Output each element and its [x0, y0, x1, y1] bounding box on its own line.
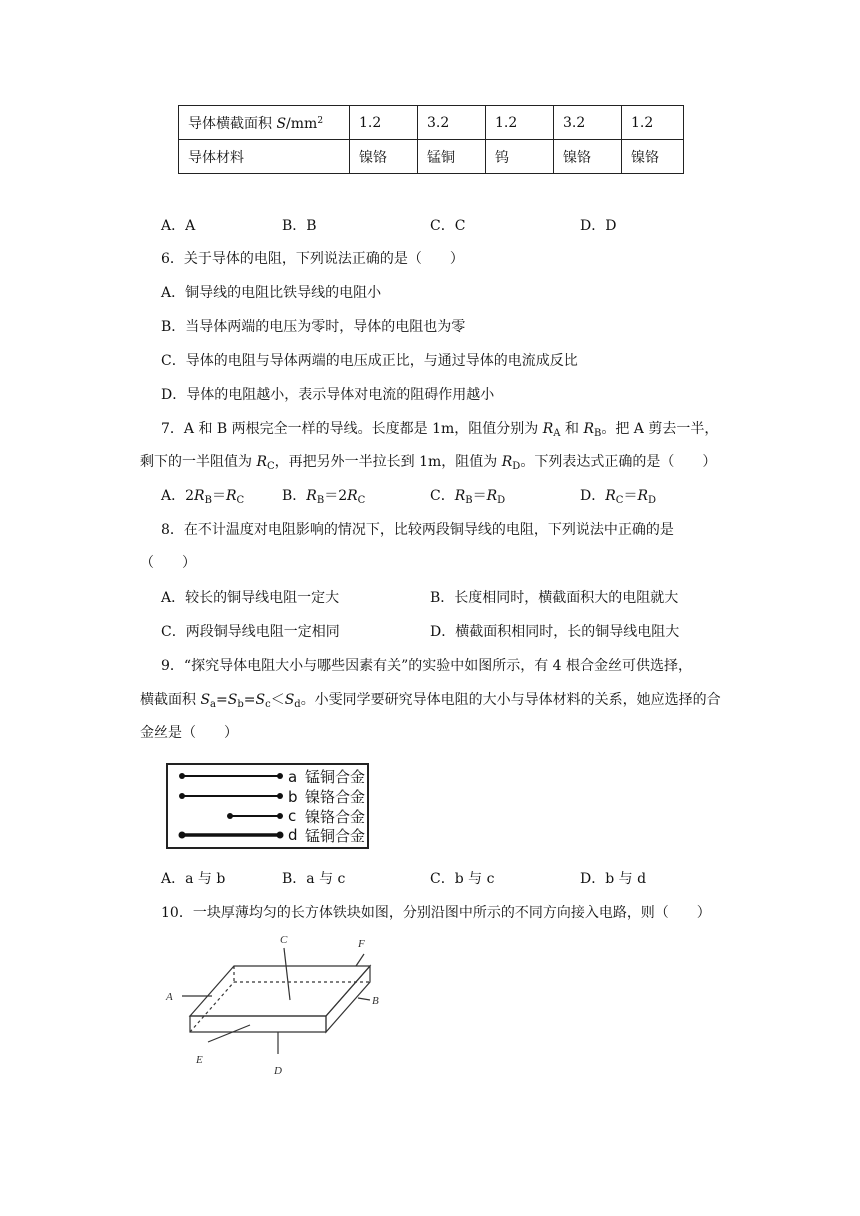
table-row-label: 导体材料 [179, 140, 350, 174]
conductor-table [178, 105, 684, 174]
q6-option-a[interactable]: A．铜导线的电阻比铁导线的电阻小 [161, 285, 382, 301]
q7-option-b[interactable]: B．$R_B=2R_C$ [282, 488, 366, 506]
iron-block-figure [160, 930, 400, 1080]
alloy-wire-figure [166, 763, 369, 849]
q6-option-b[interactable]: B．当导体两端的电压为零时，导体的电阻也为零 [161, 319, 466, 335]
wire-b-letter: b [288, 788, 298, 806]
q7-stem-line1: 7．A 和 B 两根完全一样的导线。长度都是 1m，阻值分别为 $R_A$ 和 $R_B$。把 A 剪去一半， [161, 421, 719, 439]
q5-option-d[interactable]: D．D [580, 218, 617, 234]
table-row [179, 106, 684, 140]
q7-stem-line2: 剩下的一半阻值为 $R_C$，再把另外一半拉长到 1m，阻值为 $R_D$。下列表达式正确的是（ ） [140, 454, 717, 472]
q7-option-d[interactable]: D．$R_C=R_D$ [580, 488, 657, 506]
q8-option-c[interactable]: C．两段铜导线电阻一定相同 [161, 624, 340, 640]
figure-label-a: A [166, 991, 173, 1003]
table-cell: 1.2 [350, 106, 418, 140]
table-cell: 1.2 [622, 106, 684, 140]
q5-option-b[interactable]: B．B [282, 218, 317, 234]
q9-option-c[interactable]: C．b 与 c [430, 871, 495, 887]
q8-stem-line1: 8．在不计温度对电阻影响的情况下，比较两段铜导线的电阻，下列说法中正确的是 [161, 522, 674, 538]
q9-stem-line2: 横截面积 $S_a=S_b=S_c<S_d$。小雯同学要研究导体电阻的大小与导体材料的关系，她应选择的合 [140, 692, 721, 710]
q8-option-b[interactable]: B．长度相同时，横截面积大的电阻就大 [430, 590, 679, 606]
q9-stem-line1: 9．“探究导体电阻大小与哪些因素有关”的实验中如图所示，有 4 根合金丝可供选择， [161, 658, 693, 674]
table-cell: 镍铬 [350, 140, 418, 174]
q10-stem: 10．一块厚薄均匀的长方体铁块如图，分别沿图中所示的不同方向接入电路，则（ ） [161, 905, 711, 921]
wire-c-letter: c [288, 807, 297, 825]
wire-d-letter: d [288, 826, 298, 844]
q6-option-c[interactable]: C．导体的电阻与导体两端的电压成正比，与通过导体的电流成反比 [161, 353, 578, 369]
q9-option-d[interactable]: D．b 与 d [580, 871, 647, 887]
wire-c-material: 镍铬合金 [305, 808, 366, 826]
q8-stem-line2: （ ） [140, 555, 196, 571]
figure-label-d: D [274, 1065, 282, 1077]
table-cell: 1.2 [486, 106, 554, 140]
q7-option-c[interactable]: C．$R_B=R_D$ [430, 488, 506, 506]
table-cell: 3.2 [418, 106, 486, 140]
q9-stem-line3: 金丝是（ ） [140, 725, 238, 741]
table-cell: 镍铬 [554, 140, 622, 174]
table-cell: 镍铬 [622, 140, 684, 174]
figure-label-e: E [196, 1054, 203, 1066]
wire-a-material: 锰铜合金 [305, 768, 366, 786]
figure-label-b: B [372, 995, 379, 1007]
table-cell: 锰铜 [418, 140, 486, 174]
figure-label-c: C [280, 934, 288, 946]
table-row-label: 导体横截面积 $S/mm^2$ [179, 106, 350, 140]
wire-d-material: 锰铜合金 [305, 827, 366, 845]
figure-label-f: F [358, 938, 365, 950]
q9-option-a[interactable]: A．a 与 b [161, 871, 226, 887]
q5-option-a[interactable]: A．A [161, 218, 196, 234]
wire-a-letter: a [288, 768, 298, 786]
table-cell: 3.2 [554, 106, 622, 140]
q7-option-a[interactable]: A．$2R_B=R_C$ [161, 488, 245, 506]
q6-stem: 6．关于导体的电阻，下列说法正确的是（ ） [161, 251, 464, 267]
table-row [179, 140, 684, 174]
wire-b-material: 镍铬合金 [305, 788, 366, 806]
q8-option-d[interactable]: D．横截面积相同时，长的铜导线电阻大 [430, 624, 680, 640]
q9-option-b[interactable]: B．a 与 c [282, 871, 346, 887]
table-cell: 钨 [486, 140, 554, 174]
q8-option-a[interactable]: A．较长的铜导线电阻一定大 [161, 590, 340, 606]
q5-option-c[interactable]: C．C [430, 218, 466, 234]
q6-option-d[interactable]: D．导体的电阻越小，表示导体对电流的阻碍作用越小 [161, 387, 495, 403]
